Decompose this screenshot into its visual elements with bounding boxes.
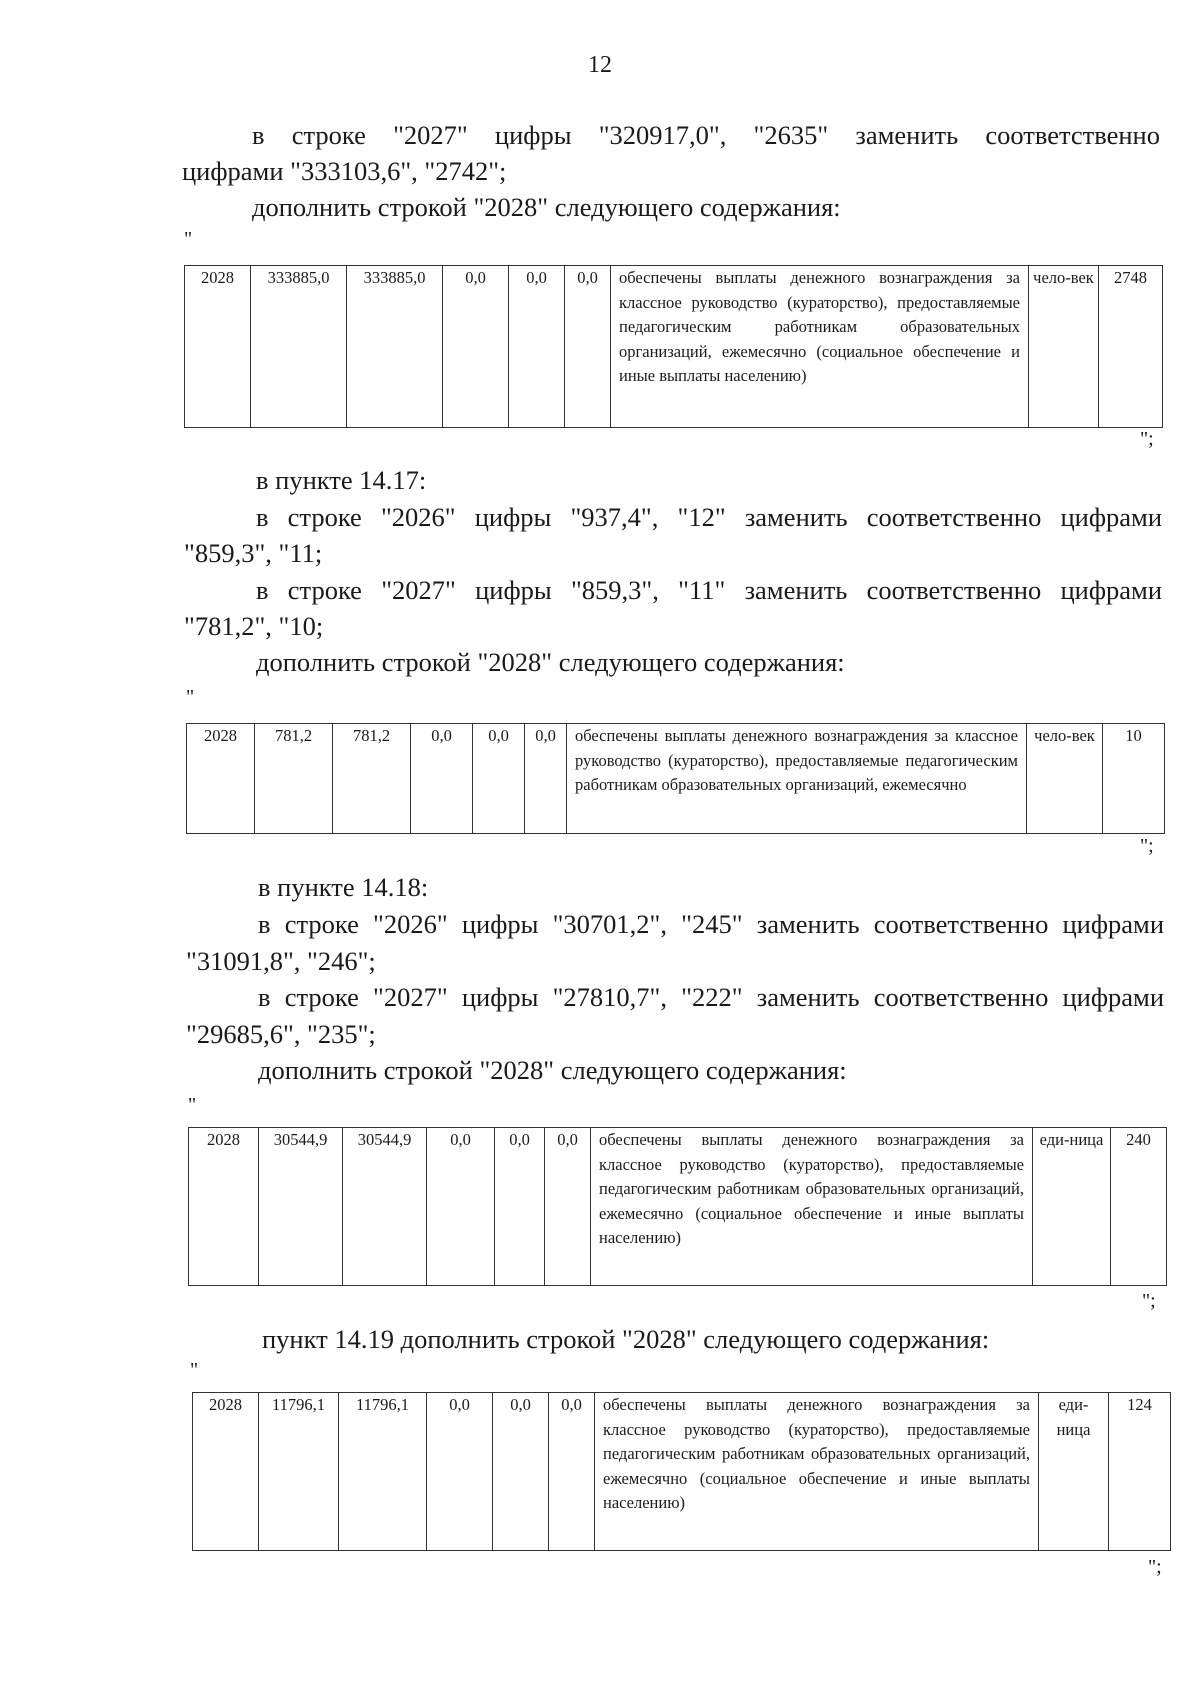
amount-cell: 0,0 (493, 1393, 549, 1551)
description-cell: обеспечены выплаты денежного вознаграждения за классное руководство (кураторство), предоставляемые педагогическим работникам образовательных организаций, ежемесячно (567, 724, 1027, 834)
description-cell: обеспечены выплаты денежного вознаграждения за классное руководство (кураторство), предоставляемые педагогическим работникам образовательных организаций, ежемесячно (социальное обеспечение и иные выплаты населению) (611, 266, 1029, 428)
close-quote: "; (1148, 1556, 1162, 1578)
amendment-table (192, 1392, 1171, 1551)
paragraph-line: дополнить строкой "2028" следующего содержания: (252, 192, 841, 222)
paragraph-line: пункт 14.19 дополнить строкой "2028" следующего содержания: (262, 1324, 990, 1354)
paragraph-line: в строке "2026" цифры "937,4", "12" заменить соответственно цифрами (256, 502, 1162, 532)
amount-cell: 0,0 (443, 266, 509, 428)
amount-cell: 0,0 (509, 266, 565, 428)
unit-cell: чело-век (1029, 266, 1099, 428)
paragraph-line: "781,2", "10; (184, 611, 324, 641)
paragraph-line: в строке "2026" цифры "30701,2", "245" заменить соответственно цифрами (258, 909, 1164, 939)
year-cell: 2028 (189, 1128, 259, 1286)
amount-cell: 11796,1 (339, 1393, 427, 1551)
unit-cell: еди-ница (1039, 1393, 1109, 1551)
amount-cell: 30544,9 (259, 1128, 343, 1286)
paragraph-line: цифрами "333103,6", "2742"; (182, 156, 507, 186)
amount-cell: 0,0 (525, 724, 567, 834)
description-cell: обеспечены выплаты денежного вознаграждения за классное руководство (кураторство), предоставляемые педагогическим работникам образовательных организаций, ежемесячно (социальное обеспечение и иные выплаты населению) (591, 1128, 1033, 1286)
amount-cell: 0,0 (495, 1128, 545, 1286)
amount-cell: 0,0 (411, 724, 473, 834)
amendment-table (188, 1127, 1167, 1286)
table-row (193, 1393, 1171, 1551)
value-cell: 240 (1111, 1128, 1167, 1286)
value-cell: 124 (1109, 1393, 1171, 1551)
open-quote: " (188, 1094, 197, 1116)
close-quote: "; (1140, 835, 1154, 857)
amount-cell: 0,0 (545, 1128, 591, 1286)
amendment-table (184, 265, 1163, 428)
section-heading: в пункте 14.18: (258, 872, 429, 902)
amount-cell: 0,0 (473, 724, 525, 834)
open-quote: " (190, 1359, 199, 1381)
table-row (185, 266, 1163, 428)
amount-cell: 11796,1 (259, 1393, 339, 1551)
table-row (187, 724, 1165, 834)
paragraph-line: в строке "2027" цифры "859,3", "11" заменить соответственно цифрами (256, 575, 1162, 605)
amount-cell: 30544,9 (343, 1128, 427, 1286)
amount-cell: 0,0 (427, 1393, 493, 1551)
amount-cell: 333885,0 (251, 266, 347, 428)
page-number: 12 (588, 52, 612, 78)
year-cell: 2028 (187, 724, 255, 834)
amount-cell: 0,0 (549, 1393, 595, 1551)
unit-cell: чело-век (1027, 724, 1103, 834)
paragraph-line: дополнить строкой "2028" следующего содержания: (256, 647, 845, 677)
value-cell: 10 (1103, 724, 1165, 834)
paragraph-line: в строке "2027" цифры "27810,7", "222" заменить соответственно цифрами (258, 982, 1164, 1012)
amount-cell: 0,0 (427, 1128, 495, 1286)
table-row (189, 1128, 1167, 1286)
description-cell: обеспечены выплаты денежного вознаграждения за классное руководство (кураторство), предоставляемые педагогическим работникам образовательных организаций, ежемесячно (социальное обеспечение и иные выплаты населению) (595, 1393, 1039, 1551)
year-cell: 2028 (185, 266, 251, 428)
unit-cell: еди-ница (1033, 1128, 1111, 1286)
paragraph-line: "859,3", "11; (184, 538, 323, 568)
close-quote: "; (1142, 1290, 1156, 1312)
paragraph-line: в строке "2027" цифры "320917,0", "2635" заменить соответственно (252, 120, 1160, 150)
value-cell: 2748 (1099, 266, 1163, 428)
amount-cell: 781,2 (333, 724, 411, 834)
close-quote: "; (1140, 428, 1154, 450)
amount-cell: 333885,0 (347, 266, 443, 428)
paragraph-line: "31091,8", "246"; (186, 946, 376, 976)
year-cell: 2028 (193, 1393, 259, 1551)
amount-cell: 781,2 (255, 724, 333, 834)
amendment-table (186, 723, 1165, 834)
amount-cell: 0,0 (565, 266, 611, 428)
paragraph-line: "29685,6", "235"; (186, 1019, 376, 1049)
section-heading: в пункте 14.17: (256, 465, 427, 495)
paragraph-line: дополнить строкой "2028" следующего содержания: (258, 1055, 847, 1085)
open-quote: " (186, 686, 195, 708)
open-quote: " (184, 228, 193, 250)
